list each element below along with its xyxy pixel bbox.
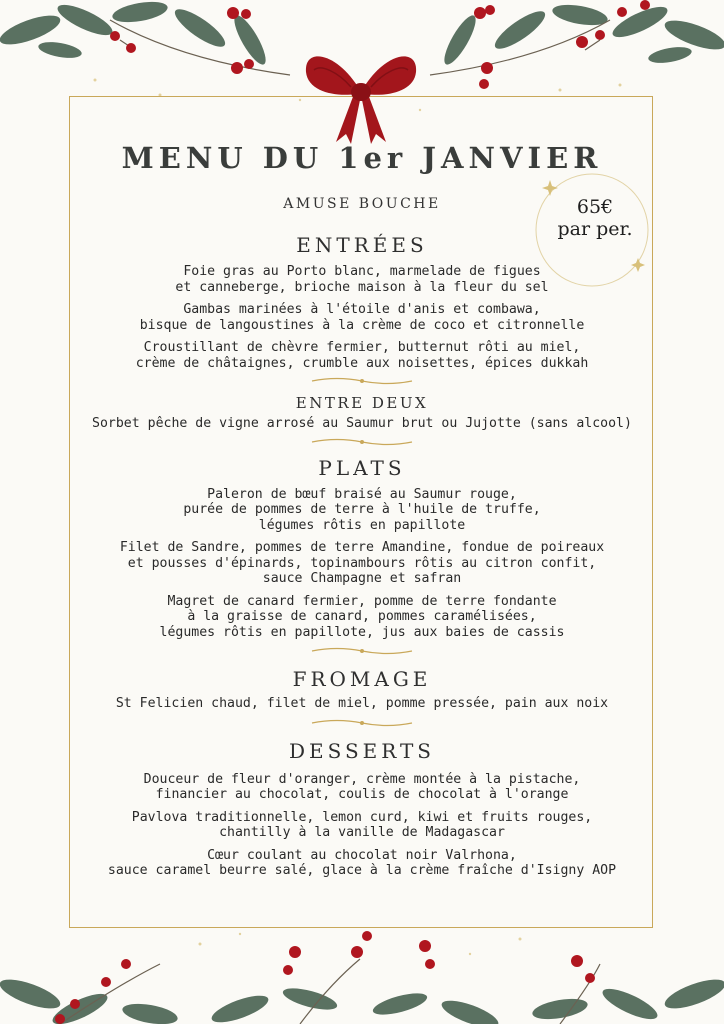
dish-entree-2: Gambas marinées à l'étoile d'anis et combawa, bisque de langoustines à la crème de coco et citronnelle xyxy=(139,302,585,333)
dish-plat-2: Filet de Sandre, pommes de terre Amandine, fondue de poireaux et pousses d'épinards, topinambours rôtis au citron confit, sauce Champagne et safran xyxy=(119,540,605,586)
dish-entree-3: Croustillant de chèvre fermier, butternut rôti au miel, crème de châtaignes, crumble aux noisettes, épices dukkah xyxy=(135,340,589,371)
bottom-foliage-decoration xyxy=(0,924,724,1024)
dish-dessert-2: Pavlova traditionnelle, lemon curd, kiwi et fruits rouges, chantilly à la vanille de Madagascar xyxy=(131,809,593,840)
ornament-divider xyxy=(307,646,417,656)
dish-plat-1: Paleron de bœuf braisé au Saumur rouge, purée de pommes de terre à l'huile de truffe, légumes rôtis en papillote xyxy=(183,486,541,533)
ribbon-bow-icon xyxy=(296,42,426,152)
price-amount: 65€ xyxy=(576,196,614,218)
dish-dessert-3: Cœur coulant au chocolat noir Valrhona, sauce caramel beurre salé, glace à la crème fraîche d'Isigny AOP xyxy=(107,847,617,878)
section-title-fromage: FROMAGE xyxy=(292,667,432,691)
ornament-divider xyxy=(307,437,417,447)
ornament-divider xyxy=(307,376,417,386)
section-title-entrees: ENTRÉES xyxy=(296,233,428,257)
dish-plat-3: Magret de canard fermier, pomme de terre fondante à la graisse de canard, pommes caramélisées, légumes rôtis en papillote, jus aux baies de cassis xyxy=(159,593,565,640)
amuse-bouche-label: AMUSE BOUCHE xyxy=(283,196,441,212)
section-title-plats: PLATS xyxy=(318,455,406,480)
dish-entree-1: Foie gras au Porto blanc, marmelade de figues et canneberge, brioche maison à la fleur du sel xyxy=(175,264,549,295)
section-title-entre-deux: ENTRE DEUX xyxy=(295,394,429,412)
ornament-divider xyxy=(307,718,417,728)
dish-entre-deux-1: Sorbet pêche de vigne arrosé au Saumur brut ou Jujotte (sans alcool) xyxy=(92,416,632,431)
price-unit: par per. xyxy=(557,218,633,240)
menu-title: MENU DU 1er JANVIER xyxy=(121,141,603,175)
menu-content xyxy=(70,140,654,879)
dish-dessert-1: Douceur de fleur d'oranger, crème montée à la pistache, financier au chocolat, coulis de chocolat à l'orange xyxy=(143,771,581,802)
dish-fromage-1: St Felicien chaud, filet de miel, pomme pressée, pain aux noix xyxy=(115,696,609,711)
section-title-desserts: DESSERTS xyxy=(288,738,436,763)
